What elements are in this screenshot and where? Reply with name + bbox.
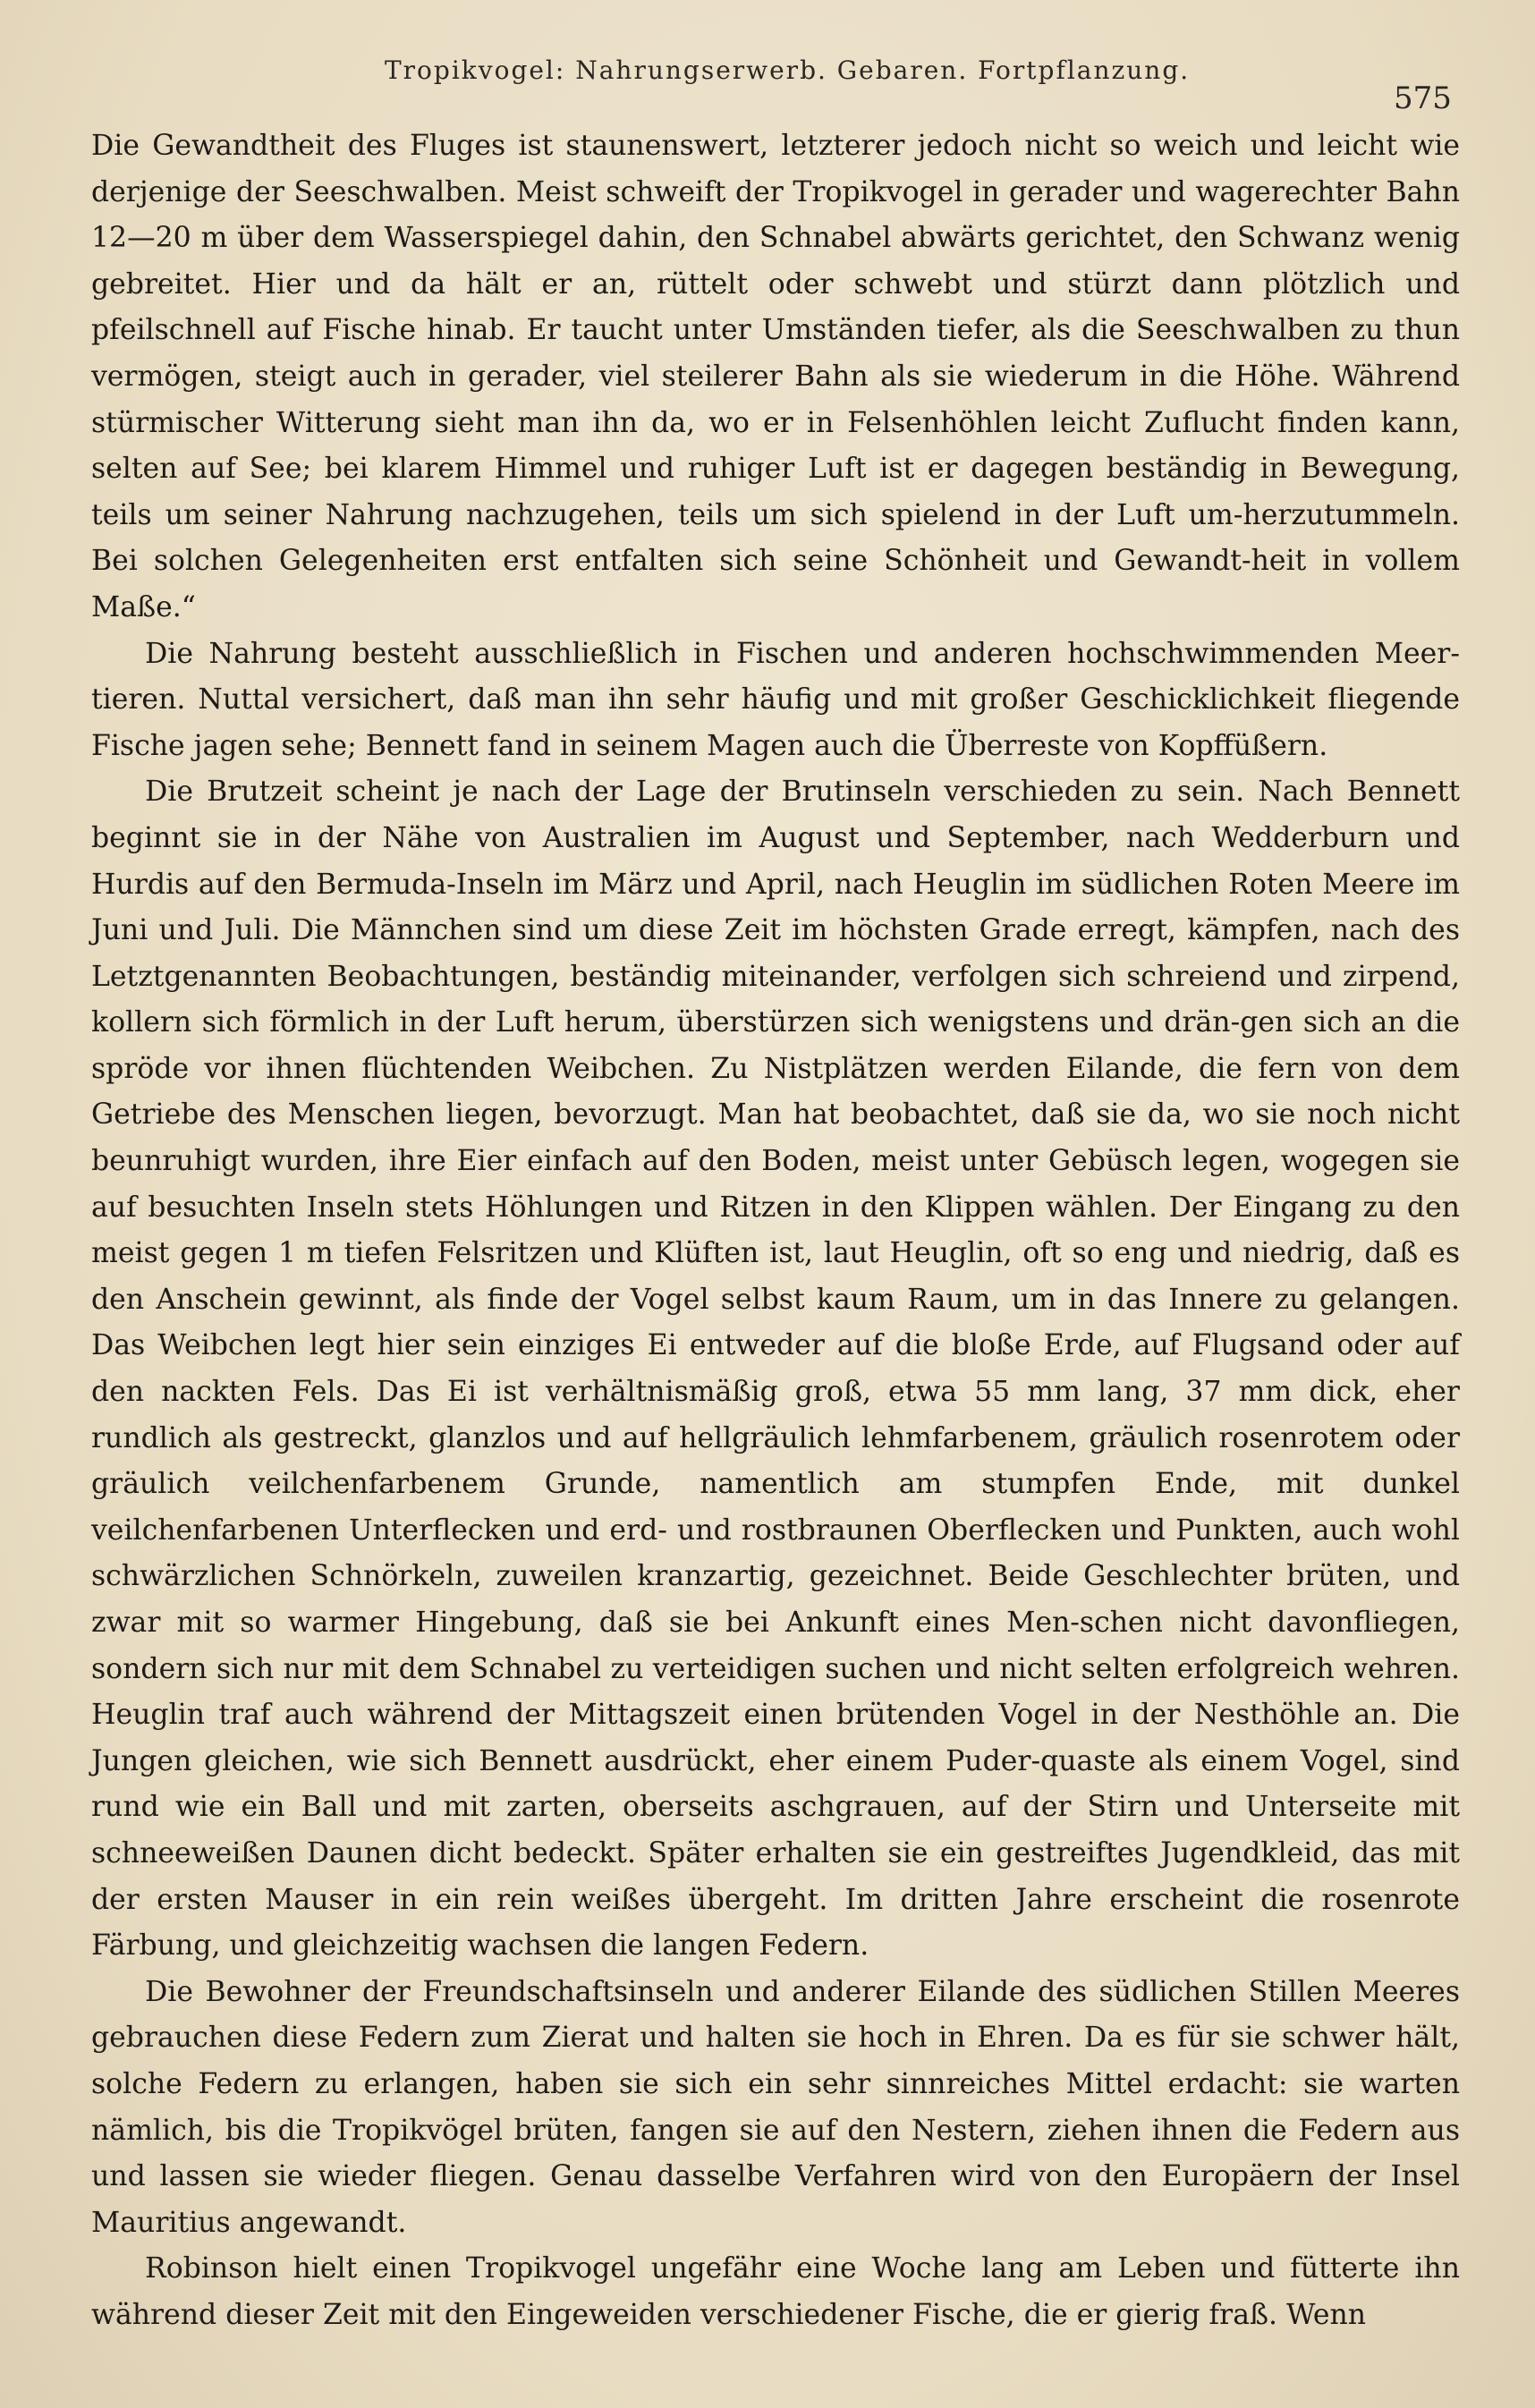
paragraph-diet: Die Nahrung besteht ausschließlich in Fischen und anderen hochschwimmenden Meer-tieren. Nuttal versichert, daß man ihn sehr häufig und mit großer Geschicklichkeit fliegende Fische jagen sehe; Bennett fand in seinem Magen auch die Überreste von Kopffüßern. <box>91 637 1460 762</box>
body-text <box>91 123 1460 2339</box>
paragraph-captivity: Robinson hielt einen Tropikvogel ungefähr eine Woche lang am Leben und fütterte ihn während dieser Zeit mit den Eingeweiden verschiedener Fische, die er gierig fraß. Wenn <box>91 2252 1460 2331</box>
paragraph-flight: Die Gewandtheit des Fluges ist staunenswert, letzterer jedoch nicht so weich und leicht wie derjenige der Seeschwalben. Meist schweift der Tropikvogel in gerader und wagerechter Bahn 12—20 m über dem Wasserspiegel dahin, den Schnabel abwärts gerichtet, den Schwanz wenig gebreitet. Hier und da hält er an, rüttelt oder schwebt und stürzt dann plötzlich und pfeilschnell auf Fische hinab. Er taucht unter Umständen tiefer, als die Seeschwalben zu thun vermögen, steigt auch in gerader, viel steilerer Bahn als sie wiederum in die Höhe. Während stürmischer Witterung sieht man ihn da, wo er in Felsenhöhlen leicht Zuflucht finden kann, selten auf See; bei klarem Himmel und ruhiger Luft ist er dagegen beständig in Bewegung, teils um seiner Nahrung nachzugehen, teils um sich spielend in der Luft um-herzutummeln. Bei solchen Gelegenheiten erst entfalten sich seine Schönheit und Gewandt-heit in vollem Maße.“ <box>91 130 1460 623</box>
page-number: 575 <box>1394 81 1452 116</box>
paragraph-feathers: Die Bewohner der Freundschaftsinseln und anderer Eilande des südlichen Stillen Meeres gebrauchen diese Federn zum Zierat und halten sie hoch in Ehren. Da es für sie schwer hält, solche Federn zu erlangen, haben sie sich ein sehr sinnreiches Mittel erdacht: sie warten nämlich, bis die Tropikvögel brüten, fangen sie auf den Nestern, ziehen ihnen die Federn aus und lassen sie wieder fliegen. Genau dasselbe Verfahren wird von den Europäern der Insel Mauritius angewandt. <box>91 1975 1460 2239</box>
running-head: Tropikvogel: Nahrungserwerb. Gebaren. Fortpflanzung. <box>385 55 1191 85</box>
paragraph-breeding: Die Brutzeit scheint je nach der Lage der Brutinseln verschieden zu sein. Nach Bennett beginnt sie in der Nähe von Australien im August und September, nach Wedderburn und Hurdis auf den Bermuda-Inseln im März und April, nach Heuglin im südlichen Roten Meere im Juni und Juli. Die Männchen sind um diese Zeit im höchsten Grade erregt, kämpfen, nach des Letztgenannten Beobachtungen, beständig miteinander, verfolgen sich schreiend und zirpend, kollern sich förmlich in der Luft herum, überstürzen sich wenigstens und drän-gen sich an die spröde vor ihnen flüchtenden Weibchen. Zu Nistplätzen werden Eilande, die fern von dem Getriebe des Menschen liegen, bevorzugt. Man hat beobachtet, daß sie da, wo sie noch nicht beunruhigt wurden, ihre Eier einfach auf den Boden, meist unter Gebüsch legen, wogegen sie auf besuchten Inseln stets Höhlungen und Ritzen in den Klippen wählen. Der Eingang zu den meist gegen 1 m tiefen Felsritzen und Klüften ist, laut Heuglin, oft so eng und niedrig, daß es den Anschein gewinnt, als finde der Vogel selbst kaum Raum, um in das Innere zu gelangen. Das Weibchen legt hier sein einziges Ei entweder auf die bloße Erde, auf Flugsand oder auf den nackten Fels. Das Ei ist verhältnismäßig groß, etwa 55 mm lang, 37 mm dick, eher rundlich als gestreckt, glanzlos und auf hellgräulich lehmfarbenem, gräulich rosenrotem oder gräulich veilchenfarbenem Grunde, namentlich am stumpfen Ende, mit dunkel veilchenfarbenen Unterflecken und erd- und rostbraunen Oberflecken und Punkten, auch wohl schwärzlichen Schnörkeln, zuweilen kranzartig, gezeichnet. Beide Geschlechter brüten, und zwar mit so warmer Hingebung, daß sie bei Ankunft eines Men-schen nicht davonfliegen, sondern sich nur mit dem Schnabel zu verteidigen suchen und nicht selten erfolgreich wehren. Heuglin traf auch während der Mittagszeit einen brütenden Vogel in der Nesthöhle an. Die Jungen gleichen, wie sich Bennett ausdrückt, eher einem Puder-quaste als einem Vogel, sind rund wie ein Ball und mit zarten, oberseits aschgrauen, auf der Stirn und Unterseite mit schneeweißen Daunen dicht bedeckt. Später erhalten sie ein gestreiftes Jugendkleid, das mit der ersten Mauser in ein rein weißes übergeht. Im dritten Jahre erscheint die rosenrote Färbung, und gleichzeitig wachsen die langen Federn. <box>91 776 1460 1963</box>
